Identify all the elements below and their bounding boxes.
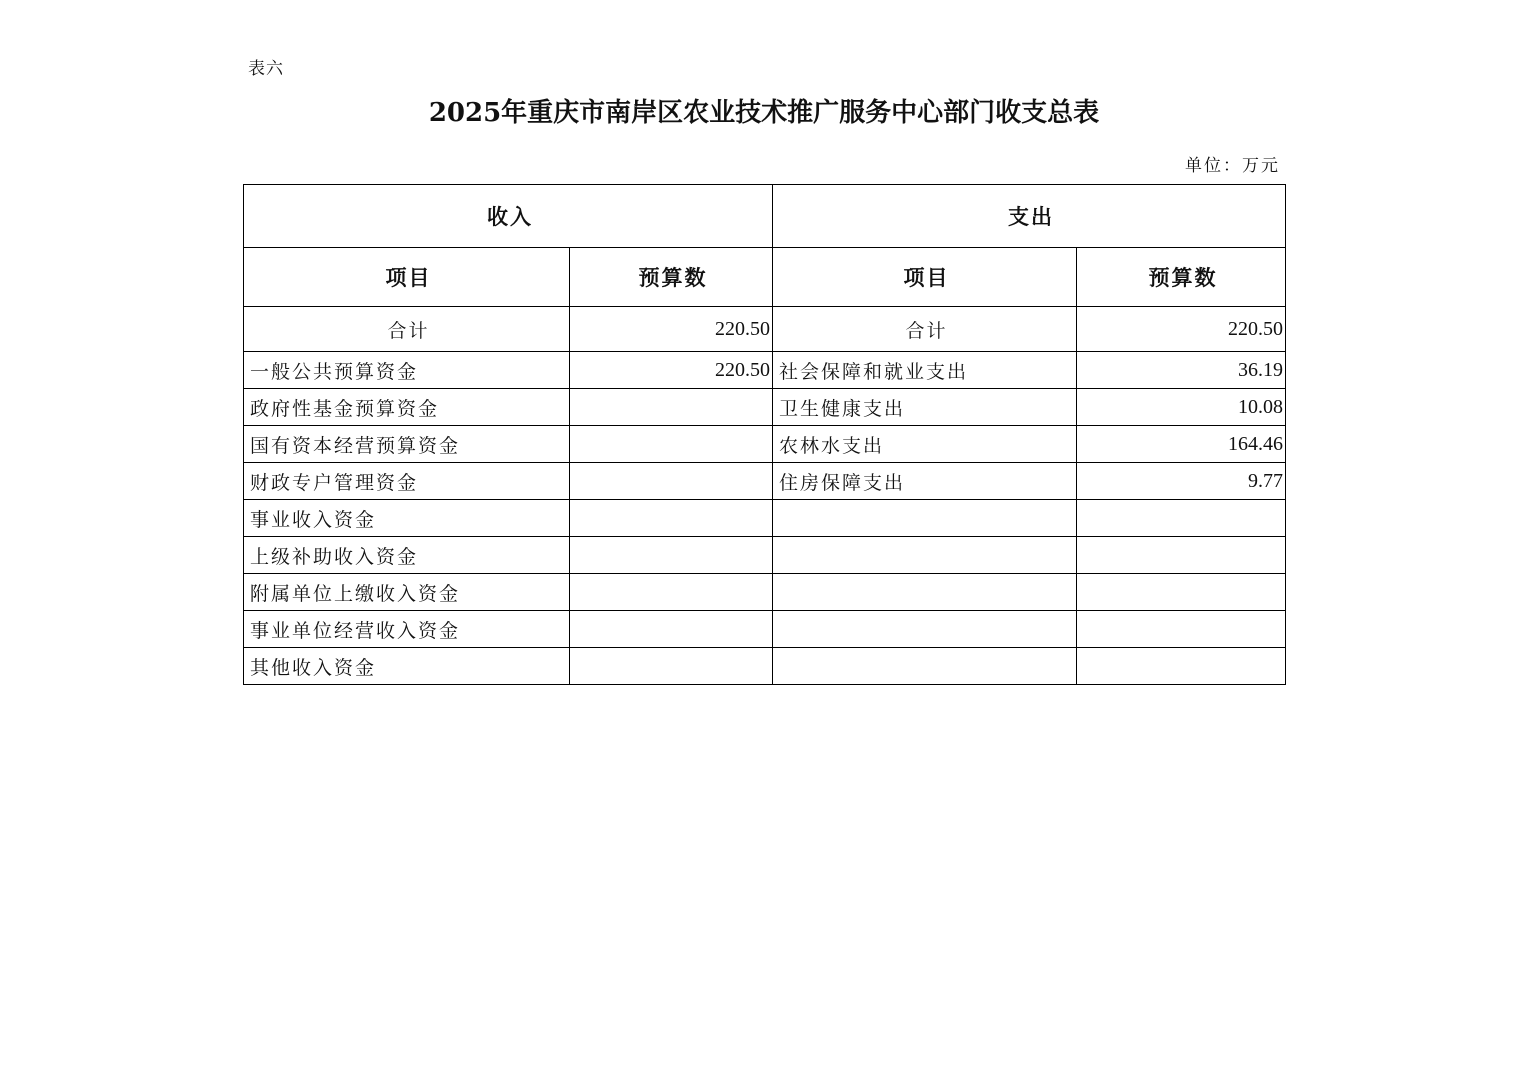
expense-item xyxy=(773,648,1077,685)
table-row xyxy=(244,389,1286,426)
table-row xyxy=(244,611,1286,648)
expense-amount xyxy=(1077,648,1286,685)
expense-amount: 9.77 xyxy=(1077,463,1286,500)
expense-amount xyxy=(1077,611,1286,648)
income-amount xyxy=(570,537,773,574)
income-item: 一般公共预算资金 xyxy=(244,352,570,389)
column-header-row xyxy=(244,248,1286,307)
income-item: 上级补助收入资金 xyxy=(244,537,570,574)
expense-item: 卫生健康支出 xyxy=(773,389,1077,426)
table-row xyxy=(244,352,1286,389)
table-row xyxy=(244,463,1286,500)
expense-amount xyxy=(1077,537,1286,574)
expense-section-header: 支出 xyxy=(773,185,1286,248)
income-item: 财政专户管理资金 xyxy=(244,463,570,500)
expense-budget-header: 预算数 xyxy=(1077,248,1286,307)
income-section-header: 收入 xyxy=(244,185,773,248)
table-number-label: 表六 xyxy=(248,59,284,79)
income-item: 附属单位上缴收入资金 xyxy=(244,574,570,611)
income-amount xyxy=(570,426,773,463)
total-row xyxy=(244,307,1286,352)
expense-total-amount: 220.50 xyxy=(1077,307,1286,352)
table-row xyxy=(244,648,1286,685)
income-item: 事业单位经营收入资金 xyxy=(244,611,570,648)
expense-total-label: 合计 xyxy=(773,307,1077,352)
expense-item xyxy=(773,537,1077,574)
income-item: 政府性基金预算资金 xyxy=(244,389,570,426)
expense-item: 社会保障和就业支出 xyxy=(773,352,1077,389)
income-item: 国有资本经营预算资金 xyxy=(244,426,570,463)
income-item-header: 项目 xyxy=(244,248,570,307)
expense-amount xyxy=(1077,574,1286,611)
expense-amount: 36.19 xyxy=(1077,352,1286,389)
table-row xyxy=(244,426,1286,463)
income-budget-header: 预算数 xyxy=(570,248,773,307)
income-total-amount: 220.50 xyxy=(570,307,773,352)
income-amount xyxy=(570,389,773,426)
expense-item xyxy=(773,574,1077,611)
income-item: 事业收入资金 xyxy=(244,500,570,537)
expense-item xyxy=(773,500,1077,537)
table-row xyxy=(244,500,1286,537)
unit-label: 单位：万元 xyxy=(1185,156,1280,176)
income-amount xyxy=(570,648,773,685)
table-row xyxy=(244,537,1286,574)
income-amount xyxy=(570,463,773,500)
expense-item: 住房保障支出 xyxy=(773,463,1077,500)
income-amount xyxy=(570,611,773,648)
budget-table-body xyxy=(244,185,1286,685)
section-header-row xyxy=(244,185,1286,248)
income-amount: 220.50 xyxy=(570,352,773,389)
table-row xyxy=(244,574,1286,611)
income-item: 其他收入资金 xyxy=(244,648,570,685)
expense-item xyxy=(773,611,1077,648)
expense-amount: 10.08 xyxy=(1077,389,1286,426)
expense-amount: 164.46 xyxy=(1077,426,1286,463)
income-total-label: 合计 xyxy=(244,307,570,352)
budget-summary-table xyxy=(243,184,1286,685)
expense-item-header: 项目 xyxy=(773,248,1077,307)
expense-item: 农林水支出 xyxy=(773,426,1077,463)
expense-amount xyxy=(1077,500,1286,537)
page-title: 2025年重庆市南岸区农业技术推广服务中心部门收支总表 xyxy=(428,98,1100,128)
income-amount xyxy=(570,500,773,537)
income-amount xyxy=(570,574,773,611)
